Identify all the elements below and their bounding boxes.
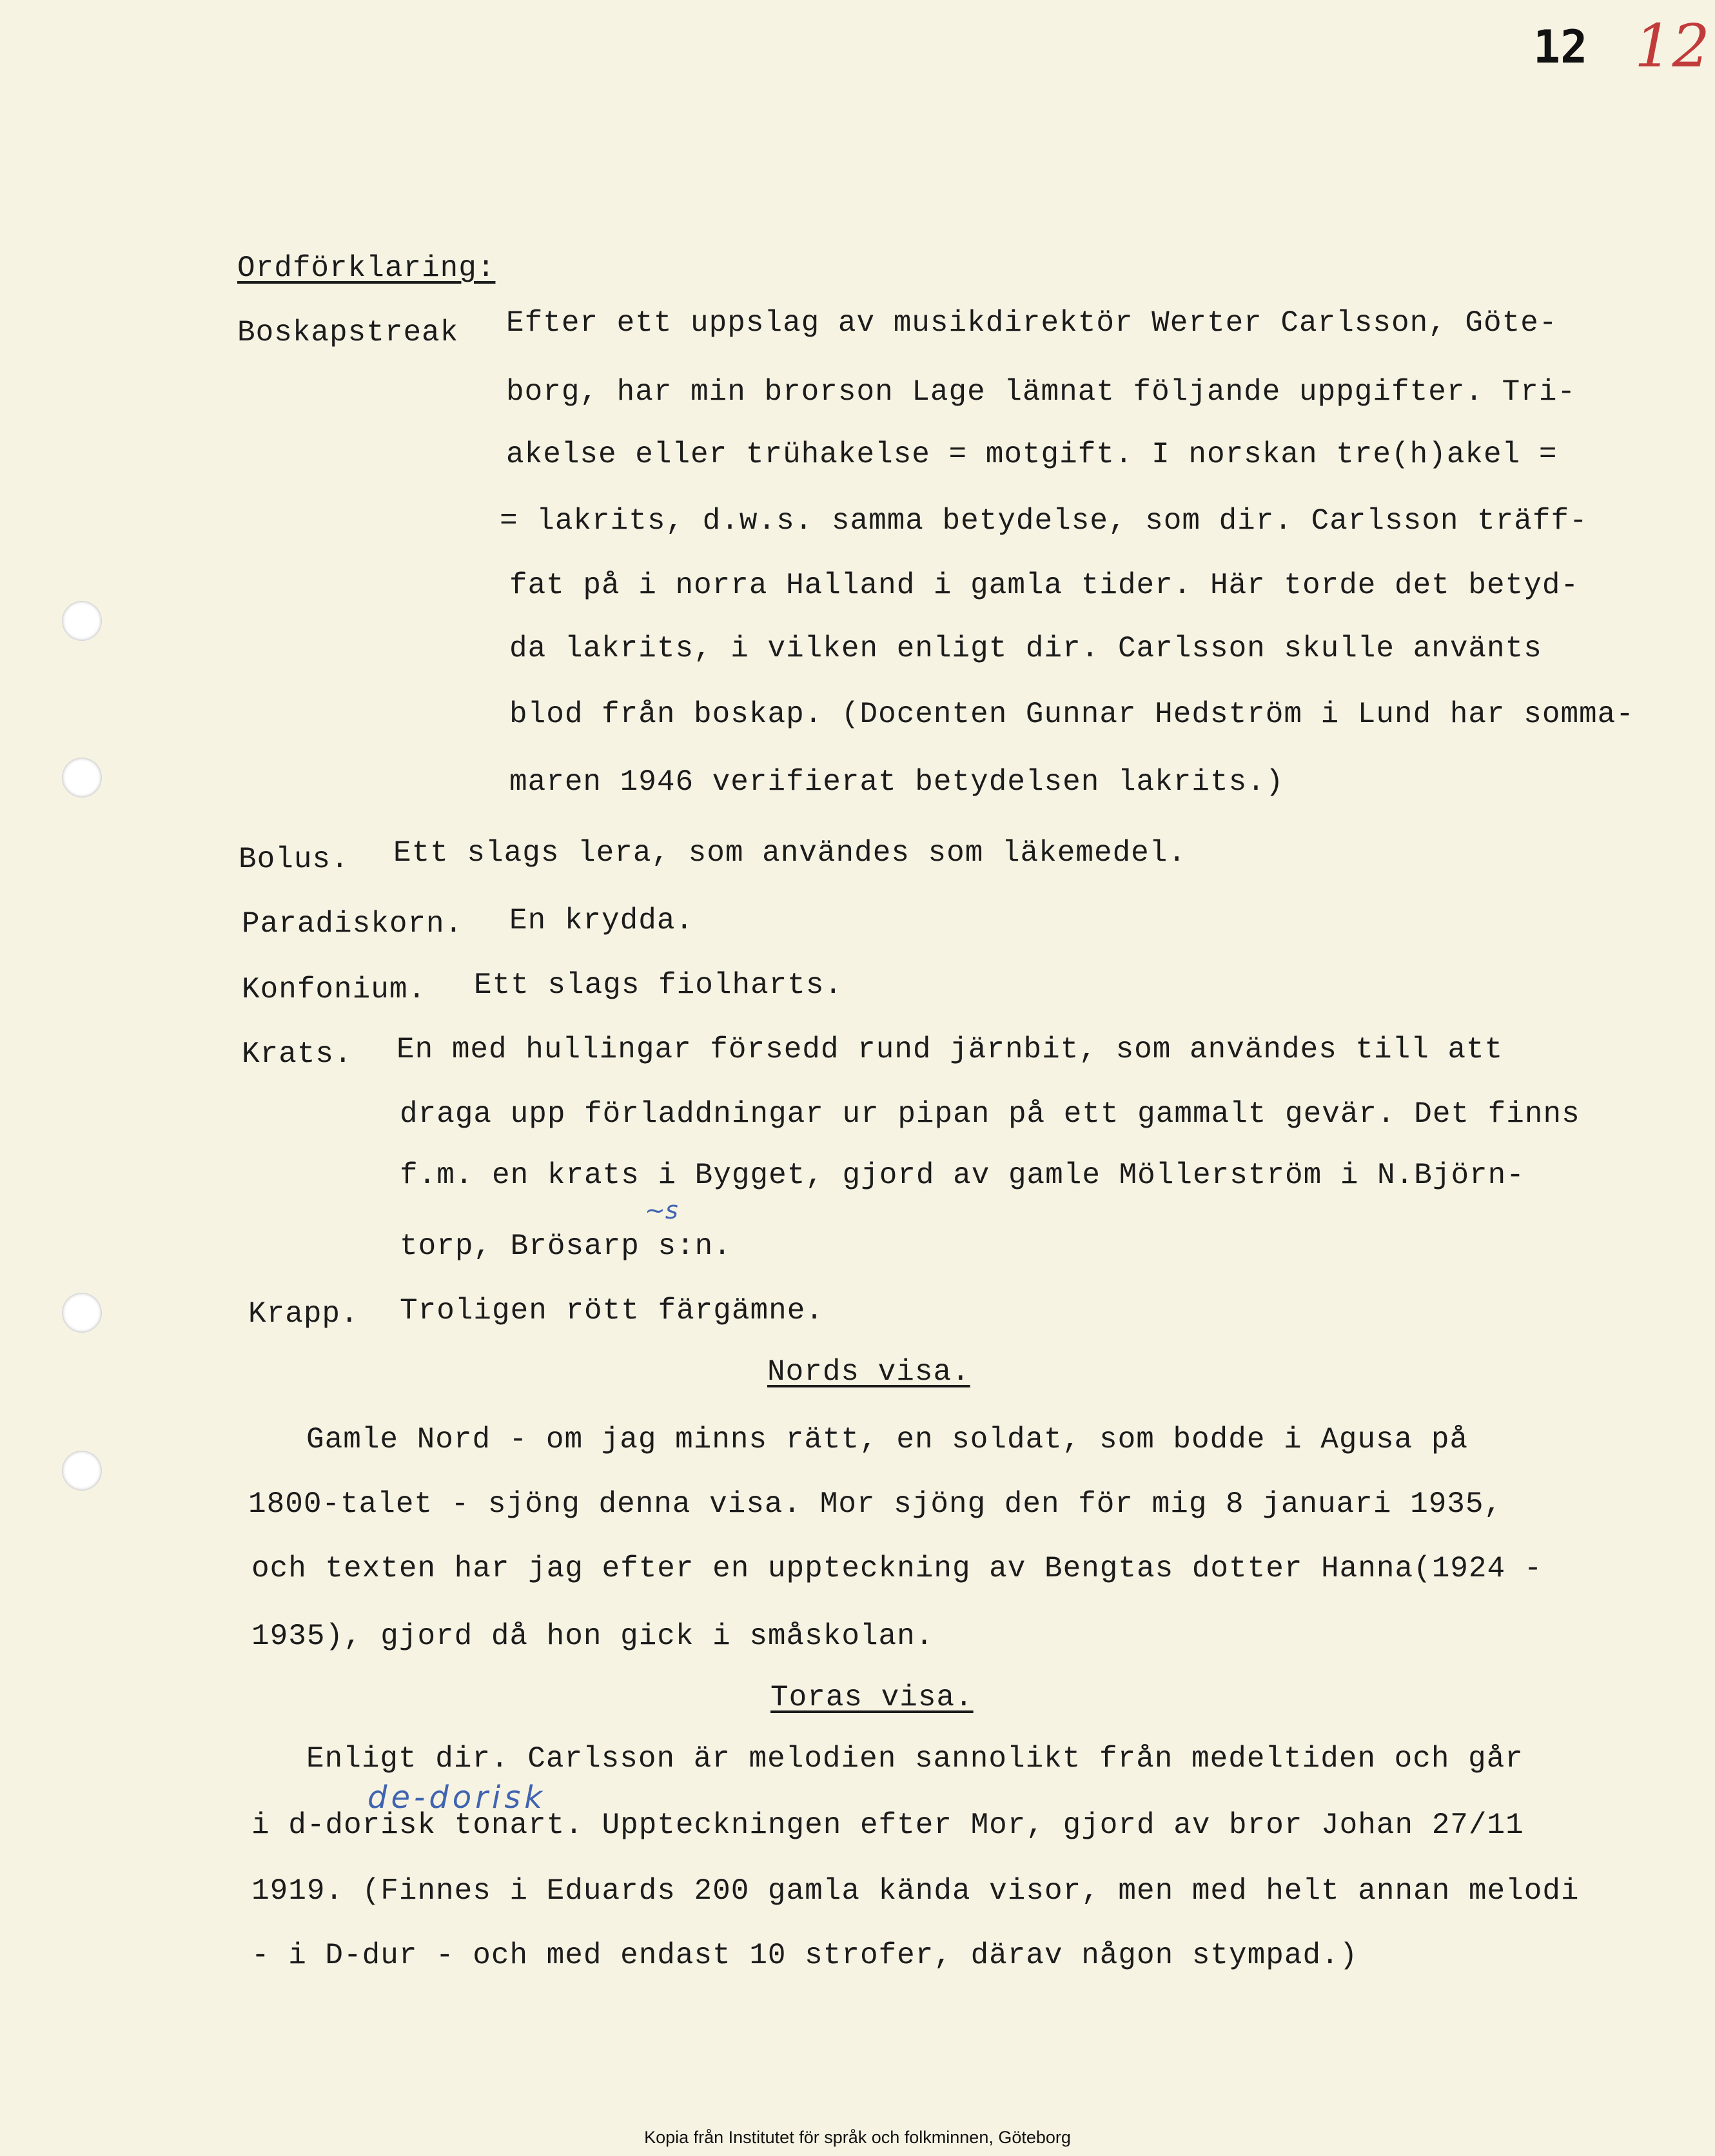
term-konfonium: Konfonium. bbox=[242, 973, 427, 1006]
term-boskapstreak: Boskapstreak bbox=[237, 316, 459, 349]
definition-line: Ett slags fiolharts. bbox=[474, 968, 843, 1002]
definition-line: akelse eller trühakelse = motgift. I norskan tre(h)akel = bbox=[506, 438, 1558, 471]
archive-footer: Kopia från Institutet för språk och folkminnen, Göteborg bbox=[644, 2128, 1071, 2147]
toras-visa-heading: Toras visa. bbox=[770, 1681, 974, 1714]
page-number-handwritten: 12 bbox=[1634, 12, 1710, 81]
definition-line: Troligen rött färgämne. bbox=[400, 1294, 824, 1328]
paragraph-line: och texten har jag efter en uppteckning av Bengtas dotter Hanna(1924 - bbox=[251, 1552, 1543, 1585]
paragraph-line: i d-dorisk tonart. Uppteckningen efter Mor, gjord av bror Johan 27/11 bbox=[251, 1808, 1524, 1842]
definition-line: draga upp förladdningar ur pipan på ett gammalt gevär. Det finns bbox=[400, 1097, 1580, 1131]
punch-hole bbox=[62, 1451, 102, 1491]
punch-hole bbox=[62, 1293, 102, 1333]
definition-line: Efter ett uppslag av musikdirektör Werter Carlsson, Göte- bbox=[506, 306, 1558, 340]
definition-line: Ett slags lera, som användes som läkemedel. bbox=[393, 836, 1186, 870]
definition-line: borg, har min brorson Lage lämnat följande uppgifter. Tri- bbox=[506, 375, 1576, 409]
page-number-typed: 12 bbox=[1533, 21, 1588, 74]
definition-line: f.m. en krats i Bygget, gjord av gamle Möllerström i N.Björn- bbox=[400, 1159, 1525, 1192]
term-krats: Krats. bbox=[242, 1037, 353, 1071]
definition-line: fat på i norra Halland i gamla tider. Här torde det betyd- bbox=[509, 569, 1580, 602]
term-krapp: Krapp. bbox=[248, 1297, 359, 1331]
definition-line: da lakrits, i vilken enligt dir. Carlsson skulle använts bbox=[509, 632, 1542, 665]
handwritten-correction: de-dorisk bbox=[368, 1779, 547, 1816]
paragraph-line: 1800-talet - sjöng denna visa. Mor sjöng den för mig 8 januari 1935, bbox=[248, 1487, 1503, 1521]
punch-hole bbox=[62, 758, 102, 798]
nords-visa-heading: Nords visa. bbox=[767, 1355, 970, 1389]
paragraph-line: 1919. (Finnes i Eduards 200 gamla kända visor, men med helt annan melodi bbox=[251, 1874, 1580, 1908]
definition-line: torp, Brösarp s:n. bbox=[400, 1230, 732, 1263]
punch-hole bbox=[62, 601, 102, 641]
term-paradiskorn: Paradiskorn. bbox=[242, 907, 464, 941]
definition-line: blod från boskap. (Docenten Gunnar Hedström i Lund har somma- bbox=[509, 698, 1634, 731]
handwritten-correction: ~s bbox=[645, 1196, 678, 1224]
definition-line: En med hullingar försedd rund järnbit, som användes till att bbox=[397, 1033, 1504, 1066]
term-bolus: Bolus. bbox=[239, 843, 349, 876]
definition-line: = lakrits, d.w.s. samma betydelse, som dir. Carlsson träff- bbox=[500, 504, 1588, 538]
paragraph-line: Enligt dir. Carlsson är melodien sannolikt från medeltiden och går bbox=[306, 1742, 1524, 1776]
definition-line: En krydda. bbox=[509, 904, 694, 937]
paragraph-line: 1935), gjord då hon gick i småskolan. bbox=[251, 1620, 934, 1653]
section-heading: Ordförklaring: bbox=[237, 251, 496, 285]
definition-line: maren 1946 verifierat betydelsen lakrits.) bbox=[509, 765, 1284, 799]
paragraph-line: Gamle Nord - om jag minns rätt, en soldat, som bodde i Agusa på bbox=[306, 1423, 1469, 1456]
paragraph-line: - i D-dur - och med endast 10 strofer, därav någon stympad.) bbox=[251, 1939, 1358, 1972]
